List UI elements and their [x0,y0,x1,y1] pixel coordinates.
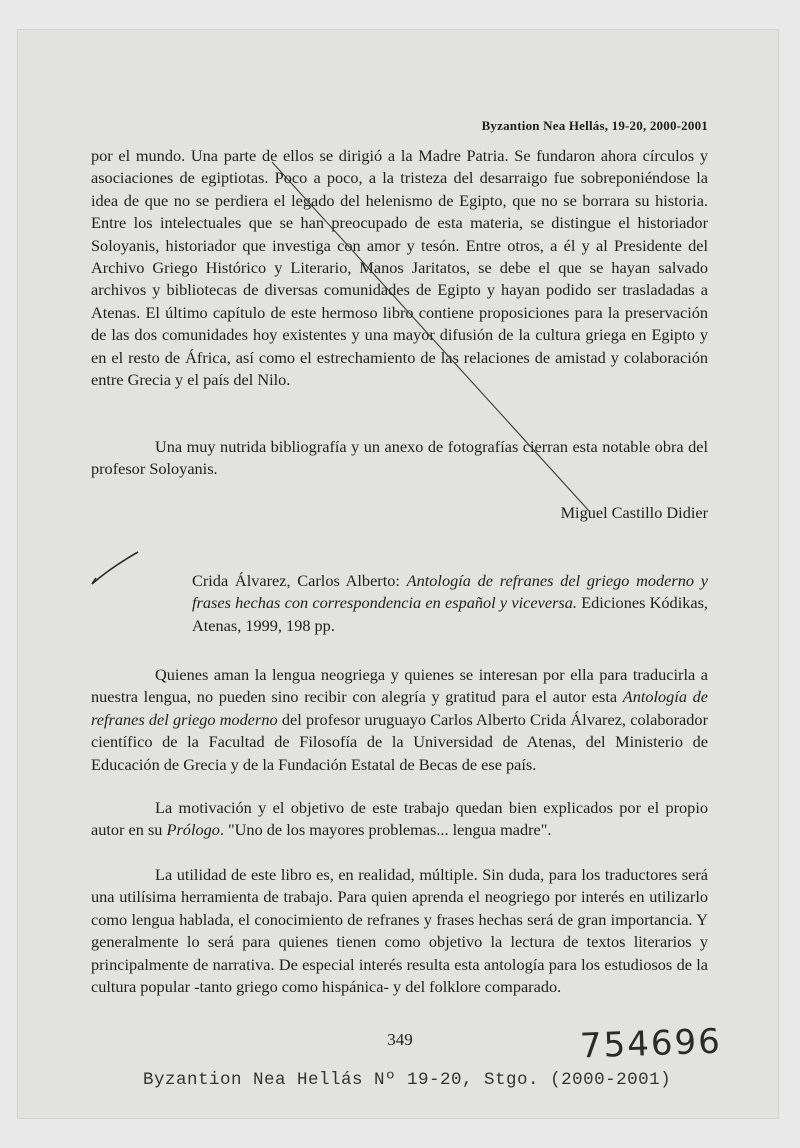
handwritten-catalog-number: 754696 [579,1021,723,1067]
reviewer-signature: Miguel Castillo Didier [560,503,708,522]
p1-text-a: Quienes aman la lengua neogriega y quienes se interesan por ella para traducirla a nuestra lengua, no pueden sino recibir con alegría y gratitud para el autor esta [91,665,708,707]
running-head: Byzantion Nea Hellás, 19-20, 2000-2001 [481,118,708,133]
p1-book-title: Antología de refranes del griego moderno [91,687,709,729]
biblio-publisher: Ediciones Kódikas, Atenas, 1999, 198 pp. [192,593,708,635]
review2-paragraph-3: La utilidad de este libro es, en realidad, múltiple. Sin duda, para los traductores será una utilísima herramienta de trabajo. Para quien aprenda el neogriego por interés en utilizarlo como lengua hablada, el conocimiento de refranes y frases hechas será de gran importancia. Y generalmente lo será para quienes tienen como objetivo la lectura de textos literarios y principalmente de narrativa. De especial interés resulta esta antología para los estudiosos de la cultura popular -tanto griego como hispánica- y del folklore comparado. [91,865,708,997]
p1-text-b: del profesor uruguayo Carlos Alberto Crida Álvarez, colaborador científico de la Facultad de Filosofía de la Universidad de Atenas, del Ministerio de Educación de Grecia y de la Fundación Estatal de Becas de ese país. [91,709,708,774]
check-mark [92,552,138,584]
page-number: 349 [387,1030,413,1049]
diagonal-strike-line [272,162,590,512]
review-paragraph-2: Una muy nutrida bibliografía y un anexo de fotografías cierran esta notable obra del profesor Soloyanis. [91,437,708,479]
p2-text-b: . "Uno de los mayores problemas... lengua madre". [219,820,552,840]
review-paragraph-1: por el mundo. Una parte de ellos se dirigió a la Madre Patria. Se fundaron ahora círculos y asociaciones de egiptiotas. Poco a poco, a la tristeza del desarraigo fue sobreponiéndose la idea de que no se perdiera el legado del helenismo de Egipto, que no se borrara su historia. Entre los intelectuales que se han preocupado de esta materia, se distingue el historiador Soloyanis, historiador que investiga con amor y tesón. Entre otros, a él y al Presidente del Archivo Griego Histórico y Literario, Manos Jaritatos, se debe el que se hayan salvado archivos y bibliotecas de diversas comunidades de Egipto y hayan podido ser trasladadas a Atenas. El último capítulo de este hermoso libro contiene proposiciones para la preservación de las dos comunidades hoy existentes y una mayor difusión de la cultura griega en Egipto y en el resto de África, así como el estrechamiento de las relaciones de amistad y colaboración entre Grecia y el país del Nilo. [91,146,708,390]
p2-text-a: La motivación y el objetivo de este trabajo quedan bien explicados por el propio autor en su [91,798,708,840]
biblio-title: Antología de refranes del griego moderno y frases hechas con correspondencia en español y viceversa. [192,571,708,613]
biblio-author: Crida Álvarez, Carlos Alberto: [192,571,407,590]
library-stamp: Byzantion Nea Hellás Nº 19-20, Stgo. (2000-2001) [143,1070,672,1090]
p2-prologue-title: Prólogo [166,820,220,840]
